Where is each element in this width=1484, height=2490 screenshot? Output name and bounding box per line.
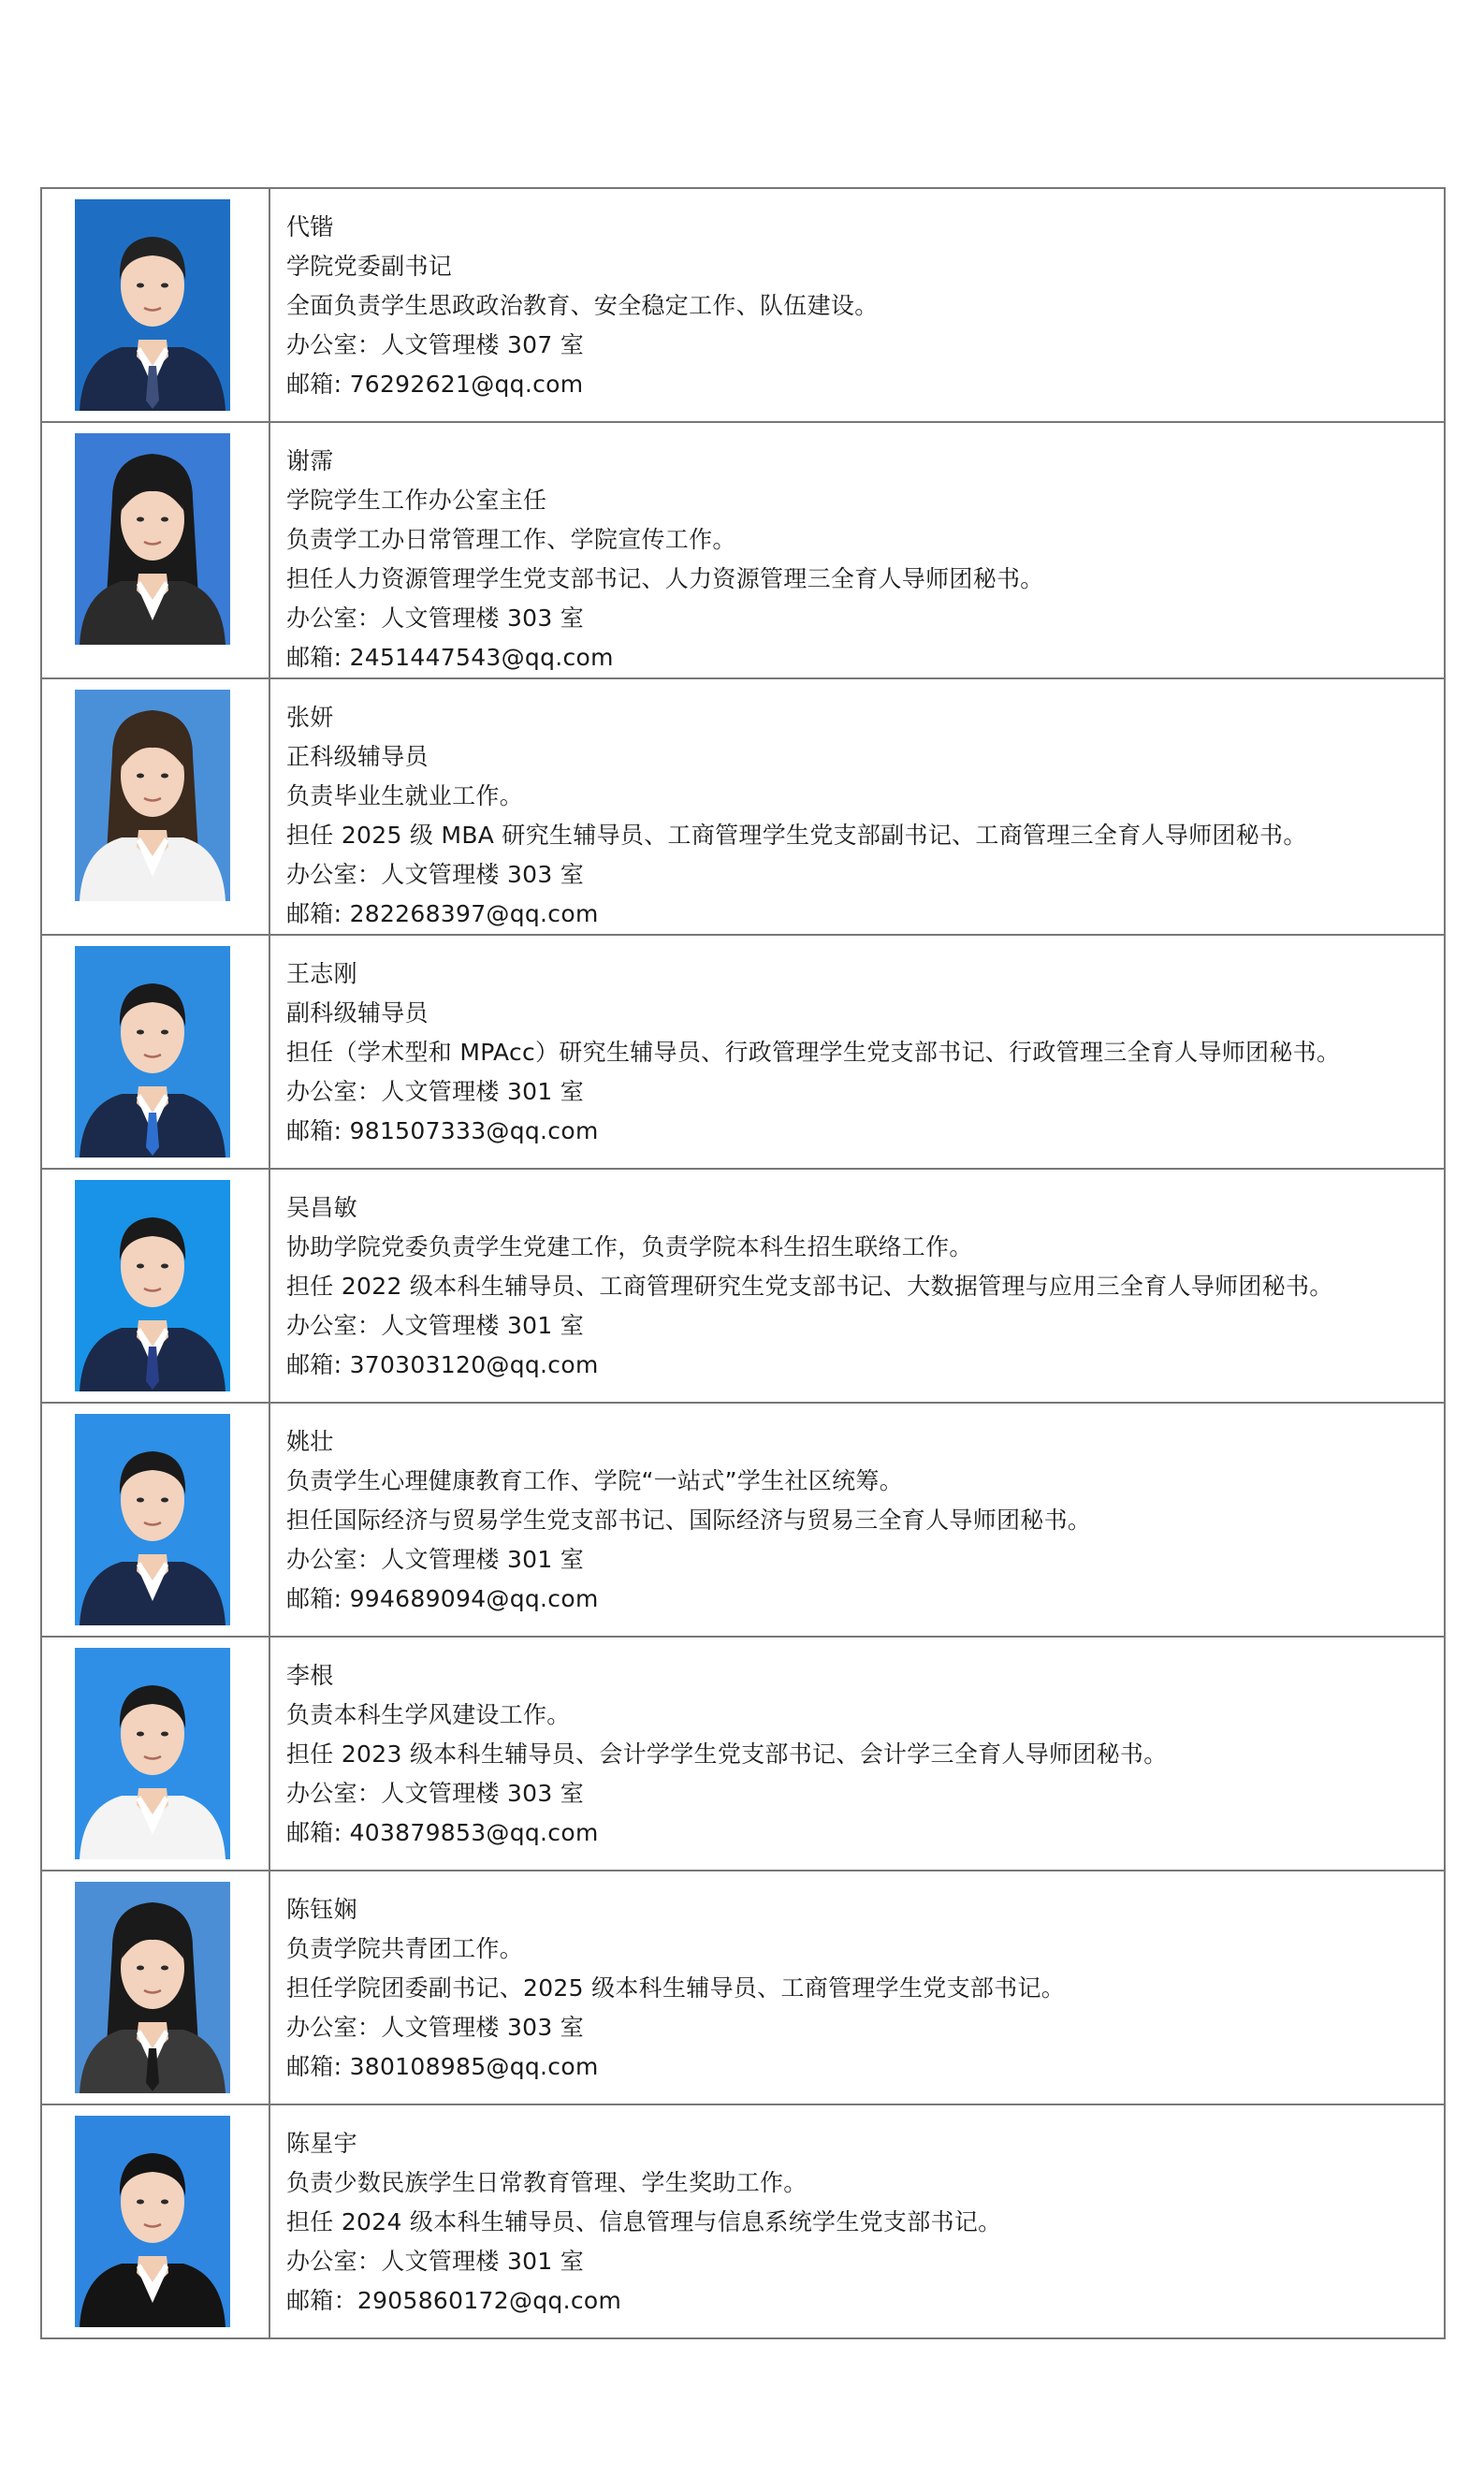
info-cell bbox=[269, 422, 1445, 678]
staff-office: 办公室：人文管理楼 303 室 bbox=[286, 2014, 585, 2041]
staff-office: 办公室：人文管理楼 303 室 bbox=[286, 604, 585, 632]
staff-photo bbox=[75, 199, 230, 411]
staff-name: 吴昌敏 bbox=[286, 1194, 357, 1221]
info-line: 担任国际经济与贸易学生党支部书记、国际经济与贸易三全育人导师团秘书。 bbox=[286, 1507, 1092, 1534]
portrait-illustration bbox=[75, 946, 230, 1158]
staff-name: 谢霈 bbox=[286, 447, 334, 474]
info-line: 全面负责学生思政政治教育、安全稳定工作、队伍建设。 bbox=[286, 292, 879, 319]
info-line: 担任（学术型和 MPAcc）研究生辅导员、行政管理学生党支部书记、行政管理三全育人导师团秘书。 bbox=[286, 1039, 1341, 1066]
staff-row bbox=[41, 422, 1445, 678]
info-cell bbox=[269, 1637, 1445, 1871]
info-cell bbox=[269, 1403, 1445, 1637]
staff-office: 办公室：人文管理楼 303 室 bbox=[286, 861, 585, 888]
info-line: 担任人力资源管理学生党支部书记、人力资源管理三全育人导师团秘书。 bbox=[286, 565, 1044, 592]
staff-office: 办公室：人文管理楼 303 室 bbox=[286, 1780, 585, 1807]
staff-photo bbox=[75, 1882, 230, 2093]
staff-office: 办公室：人文管理楼 301 室 bbox=[286, 1546, 585, 1573]
staff-name: 代锴 bbox=[286, 213, 334, 240]
info-cell bbox=[269, 935, 1445, 1169]
staff-row bbox=[41, 1871, 1445, 2104]
info-line: 负责毕业生就业工作。 bbox=[286, 782, 524, 809]
staff-email: 邮箱: 380108985@qq.com bbox=[286, 2053, 599, 2080]
staff-row bbox=[41, 935, 1445, 1169]
staff-email: 邮箱: 282268397@qq.com bbox=[286, 900, 599, 927]
staff-photo bbox=[75, 1180, 230, 1391]
staff-name: 陈钰娴 bbox=[286, 1896, 357, 1923]
staff-email: 邮箱: 403879853@qq.com bbox=[286, 1819, 599, 1846]
portrait-illustration bbox=[75, 199, 230, 411]
info-line: 协助学院党委负责学生党建工作，负责学院本科生招生联络工作。 bbox=[286, 1233, 973, 1260]
info-line: 学院学生工作办公室主任 bbox=[286, 487, 547, 514]
info-line: 担任学院团委副书记、2025 级本科生辅导员、工商管理学生党支部书记。 bbox=[286, 1974, 1066, 2002]
info-cell bbox=[269, 678, 1445, 935]
portrait-illustration bbox=[75, 1882, 230, 2093]
staff-photo bbox=[75, 1648, 230, 1859]
info-line: 负责学院共青团工作。 bbox=[286, 1935, 524, 1962]
info-cell bbox=[269, 1871, 1445, 2104]
staff-name: 王志刚 bbox=[286, 960, 357, 987]
staff-photo bbox=[75, 433, 230, 645]
photo-cell bbox=[41, 1871, 269, 2104]
staff-row bbox=[41, 678, 1445, 935]
info-line: 负责本科生学风建设工作。 bbox=[286, 1701, 571, 1728]
portrait-illustration bbox=[75, 690, 230, 901]
info-line: 担任 2024 级本科生辅导员、信息管理与信息系统学生党支部书记。 bbox=[286, 2208, 1002, 2235]
photo-cell bbox=[41, 2104, 269, 2338]
info-line: 担任 2025 级 MBA 研究生辅导员、工商管理学生党支部副书记、工商管理三全育人导师团秘书。 bbox=[286, 822, 1307, 849]
staff-name: 陈星宇 bbox=[286, 2130, 357, 2157]
staff-photo bbox=[75, 1414, 230, 1625]
photo-cell bbox=[41, 935, 269, 1169]
info-line: 副科级辅导员 bbox=[286, 999, 429, 1027]
portrait-illustration bbox=[75, 2116, 230, 2327]
staff-office: 办公室：人文管理楼 301 室 bbox=[286, 2248, 585, 2275]
info-line: 负责少数民族学生日常教育管理、学生奖助工作。 bbox=[286, 2169, 807, 2196]
photo-cell bbox=[41, 1637, 269, 1871]
photo-cell bbox=[41, 422, 269, 678]
staff-name: 张妍 bbox=[286, 704, 334, 731]
portrait-illustration bbox=[75, 433, 230, 645]
photo-cell bbox=[41, 1169, 269, 1403]
info-line: 负责学工办日常管理工作、学院宣传工作。 bbox=[286, 526, 736, 553]
info-cell bbox=[269, 188, 1445, 422]
staff-office: 办公室：人文管理楼 301 室 bbox=[286, 1312, 585, 1339]
staff-table bbox=[40, 187, 1446, 2339]
staff-email: 邮箱：2905860172@qq.com bbox=[286, 2287, 622, 2314]
staff-email: 邮箱: 994689094@qq.com bbox=[286, 1585, 599, 1612]
staff-email: 邮箱: 370303120@qq.com bbox=[286, 1351, 599, 1378]
staff-name: 姚壮 bbox=[286, 1428, 334, 1455]
staff-office: 办公室：人文管理楼 307 室 bbox=[286, 331, 585, 358]
info-line: 负责学生心理健康教育工作、学院“一站式”学生社区统筹。 bbox=[286, 1467, 904, 1494]
staff-row bbox=[41, 1403, 1445, 1637]
portrait-illustration bbox=[75, 1648, 230, 1859]
staff-row bbox=[41, 1637, 1445, 1871]
staff-name: 李根 bbox=[286, 1662, 334, 1689]
staff-photo bbox=[75, 946, 230, 1158]
staff-photo bbox=[75, 2116, 230, 2327]
staff-email: 邮箱: 2451447543@qq.com bbox=[286, 644, 614, 671]
staff-row bbox=[41, 1169, 1445, 1403]
info-line: 学院党委副书记 bbox=[286, 253, 453, 280]
photo-cell bbox=[41, 188, 269, 422]
photo-cell bbox=[41, 1403, 269, 1637]
photo-cell bbox=[41, 678, 269, 935]
staff-row bbox=[41, 2104, 1445, 2338]
staff-email: 邮箱: 981507333@qq.com bbox=[286, 1117, 599, 1144]
portrait-illustration bbox=[75, 1180, 230, 1391]
info-cell bbox=[269, 1169, 1445, 1403]
portrait-illustration bbox=[75, 1414, 230, 1625]
staff-email: 邮箱: 76292621@qq.com bbox=[286, 371, 584, 398]
info-line: 正科级辅导员 bbox=[286, 743, 429, 770]
staff-row bbox=[41, 188, 1445, 422]
info-cell bbox=[269, 2104, 1445, 2338]
info-line: 担任 2022 级本科生辅导员、工商管理研究生党支部书记、大数据管理与应用三全育人导师团秘书。 bbox=[286, 1273, 1333, 1300]
staff-office: 办公室：人文管理楼 301 室 bbox=[286, 1078, 585, 1105]
info-line: 担任 2023 级本科生辅导员、会计学学生党支部书记、会计学三全育人导师团秘书。 bbox=[286, 1740, 1168, 1768]
staff-photo bbox=[75, 690, 230, 901]
